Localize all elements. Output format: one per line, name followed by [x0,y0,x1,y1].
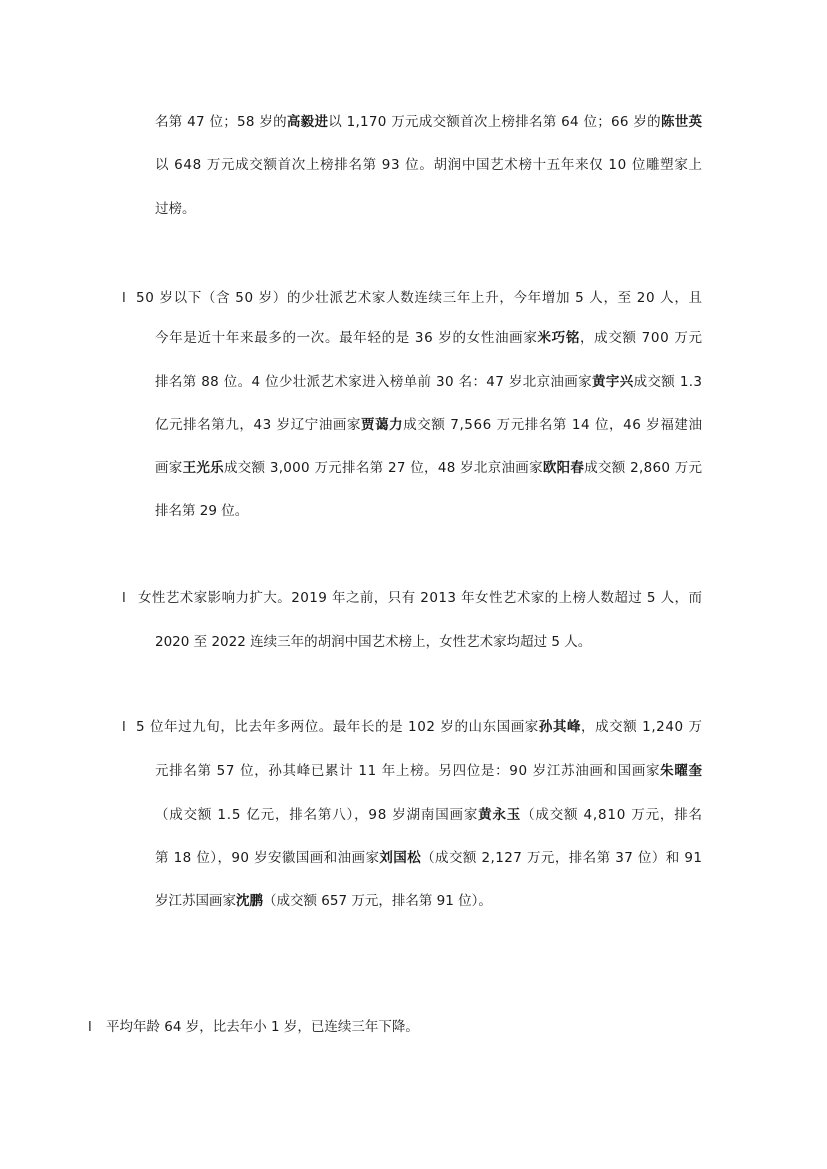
text-run: 2020 至 2022 连续三年的胡润中国艺术榜上，女性艺术家均超过 5 人。 [155,634,592,650]
paragraph-line [138,589,702,607]
bullet-marker: l [122,290,126,306]
artist-name: 陈世英 [660,114,703,130]
text-run: （成交额 4,810 万元，排名 [521,807,703,823]
text-run: 成交额 2,860 万元 [584,460,703,476]
bullet-marker: l [122,719,126,735]
artist-name: 贾蔼力 [361,417,404,433]
paragraph-line [155,806,703,824]
paragraph-line [155,200,196,218]
text-run: 5 位年过九旬，比去年多两位。最年长的是 102 岁的山东国画家 [136,719,539,735]
paragraph-line [155,762,703,780]
text-run: 成交额 3,000 万元排名第 27 位，48 岁北京油画家 [223,460,543,476]
paragraph-line [155,502,248,520]
paragraph-line [155,113,702,131]
paragraph-line [155,459,702,477]
text-run: 名第 47 位；58 岁的 [155,114,287,130]
artist-name: 朱曜奎 [660,763,703,779]
artist-name: 黄宇兴 [592,374,634,390]
text-run: 画家 [155,460,183,476]
artist-name: 孙其峰 [538,719,582,735]
bullet-marker: l [88,1019,92,1035]
text-run: ，成交额 1,240 万 [581,719,703,735]
text-run: （成交额 657 万元，排名第 91 位）。 [263,893,492,909]
text-run: （成交额 1.5 亿元，排名第八），98 岁湖南国画家 [155,807,479,823]
text-run: ，成交额 700 万元 [580,330,703,346]
text-run: 以 648 万元成交额首次上榜排名第 93 位。胡润中国艺术榜十五年来仅 10 位雕塑家上 [155,157,703,173]
paragraph-line [136,718,703,736]
text-run: 女性艺术家影响力扩大。2019 年之前，只有 2013 年女性艺术家的上榜人数超过 5 人，而 [138,590,703,606]
text-run: 排名第 88 位。4 位少壮派艺术家进入榜单前 30 名：47 岁北京油画家 [155,374,593,390]
artist-name: 黄永玉 [478,807,522,823]
paragraph-line [155,329,703,347]
text-run: （成交额 2,127 万元，排名第 37 位）和 91 [421,850,703,866]
artist-name: 高毅进 [286,114,329,130]
artist-name: 刘国松 [379,850,422,866]
text-run: 成交额 7,566 万元排名第 14 位，46 岁福建油 [403,417,703,433]
paragraph-line [106,1018,419,1036]
artist-name: 欧阳春 [542,460,585,476]
paragraph-line [155,373,702,391]
text-run: 亿元排名第九，43 岁辽宁油画家 [155,417,362,433]
paragraph-line [155,156,703,174]
artist-name: 米巧铭 [537,330,581,346]
bullet-marker: l [122,590,126,606]
text-run: 以 1,170 万元成交额首次上榜排名第 64 位；66 岁的 [328,114,661,130]
text-run: 第 18 位），90 岁安徽国画和油画家 [155,850,380,866]
artist-name: 王光乐 [182,460,224,476]
text-run: 过榜。 [155,201,196,217]
paragraph-line [155,633,591,651]
text-run: 平均年龄 64 岁，比去年小 1 岁，已连续三年下降。 [106,1019,419,1035]
paragraph-line [155,892,492,910]
text-run: 成交额 1.3 [633,374,703,390]
text-run: 今年是近十年来最多的一次。最年轻的是 36 岁的女性油画家 [155,330,538,346]
text-run: 50 岁以下（含 50 岁）的少壮派艺术家人数连续三年上升，今年增加 5 人，至 20 人，且 [136,290,703,306]
text-run: 元排名第 57 位，孙其峰已累计 11 年上榜。另四位是：90 岁江苏油画和国画家 [155,763,661,779]
text-run: 排名第 29 位。 [155,503,249,519]
paragraph-line [155,416,703,434]
paragraph-line [155,849,702,867]
text-run: 岁江苏国画家 [155,893,236,909]
paragraph-line [136,289,703,307]
artist-name: 沈鹏 [236,893,263,909]
